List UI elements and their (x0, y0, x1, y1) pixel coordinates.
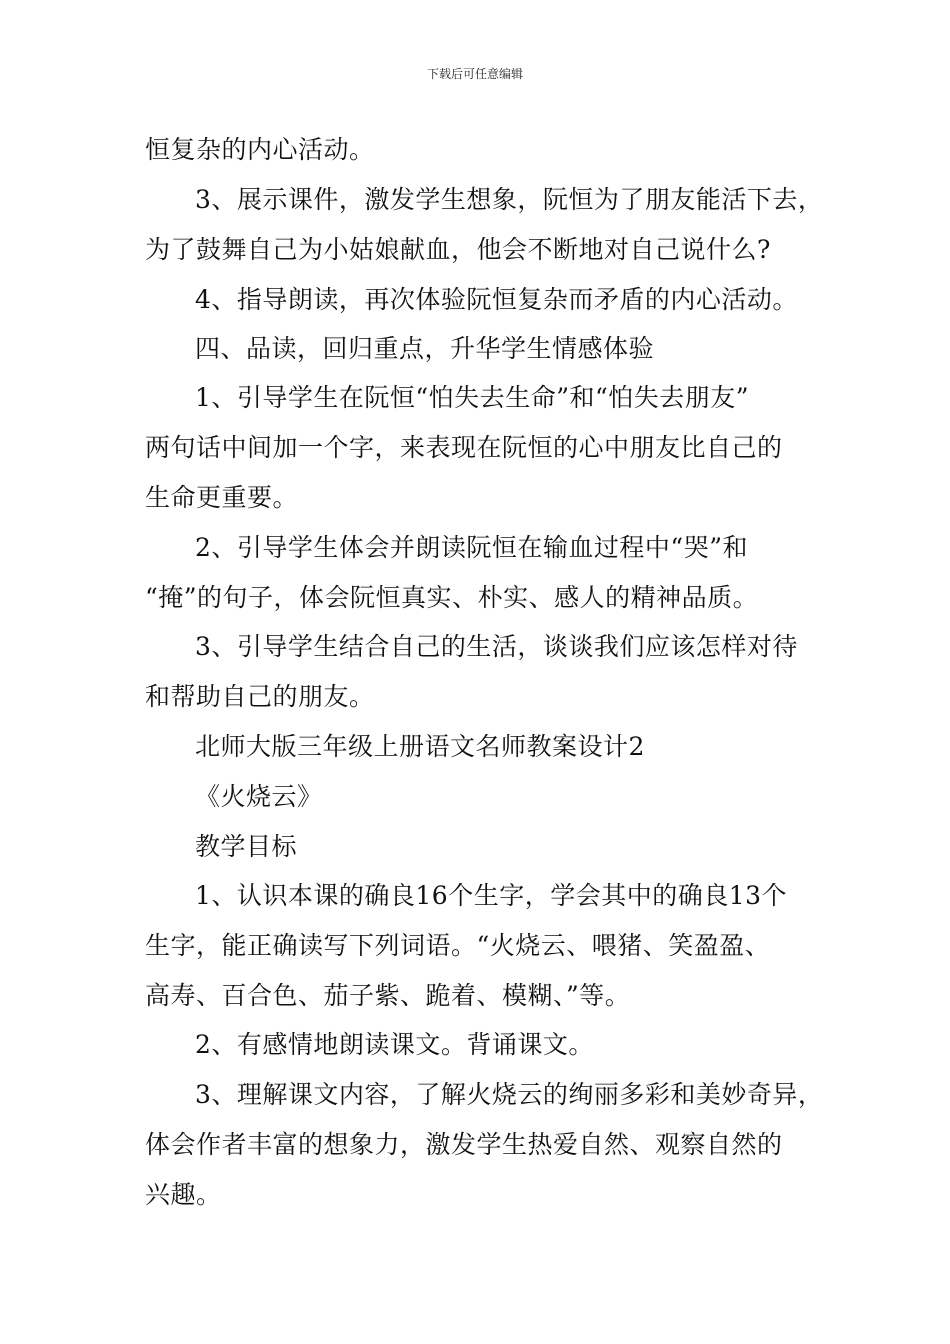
paragraph-line: 2、有感情地朗读课文。背诵课文。 (195, 1030, 594, 1059)
lesson-subtitle: 《火烧云》 (195, 782, 323, 811)
paragraph-line: 高寿、百合色、茄子紫、跪着、模糊、”等。 (145, 981, 631, 1010)
lesson-title: 北师大版三年级上册语文名师教案设计2 (195, 732, 645, 761)
paragraph-line: 体会作者丰富的想象力，激发学生热爱自然、观察自然的 (145, 1130, 783, 1159)
section-heading: 教学目标 (195, 832, 298, 861)
paragraph-line: 为了鼓舞自己为小姑娘献血，他会不断地对自己说什么? (145, 235, 771, 264)
paragraph-line: “掩”的句子，体会阮恒真实、朴实、感人的精神品质。 (145, 583, 759, 612)
paragraph-line: 两句话中间加一个字，来表现在阮恒的心中朋友比自己的 (145, 433, 783, 462)
paragraph-line: 3、展示课件，激发学生想象，阮恒为了朋友能活下去， (195, 185, 824, 214)
paragraph-line: 3、引导学生结合自己的生活，谈谈我们应该怎样对待 (195, 632, 798, 661)
paragraph-line: 恒复杂的内心活动。 (145, 135, 375, 164)
paragraph-line: 和帮助自己的朋友。 (145, 682, 375, 711)
paragraph-line: 生命更重要。 (145, 483, 299, 512)
paragraph-line: 1、认识本课的确良16个生字，学会其中的确良13个 (195, 881, 788, 910)
paragraph-line: 兴趣。 (145, 1180, 222, 1209)
paragraph-line: 4、指导朗读，再次体验阮恒复杂而矛盾的内心活动。 (195, 285, 798, 314)
paragraph-line: 生字，能正确读写下列词语。“火烧云、喂猪、笑盈盈、 (145, 931, 771, 960)
paragraph-line: 2、引导学生体会并朗读阮恒在输血过程中“哭”和 (195, 533, 748, 562)
paragraph-line: 3、理解课文内容，了解火烧云的绚丽多彩和美妙奇异， (195, 1080, 824, 1109)
page-header: 下载后可任意编辑 (426, 67, 523, 81)
paragraph-line: 1、引导学生在阮恒“怕失去生命”和“怕失去朋友” (195, 383, 750, 412)
section-heading: 四、品读，回归重点，升华学生情感体验 (195, 334, 655, 363)
